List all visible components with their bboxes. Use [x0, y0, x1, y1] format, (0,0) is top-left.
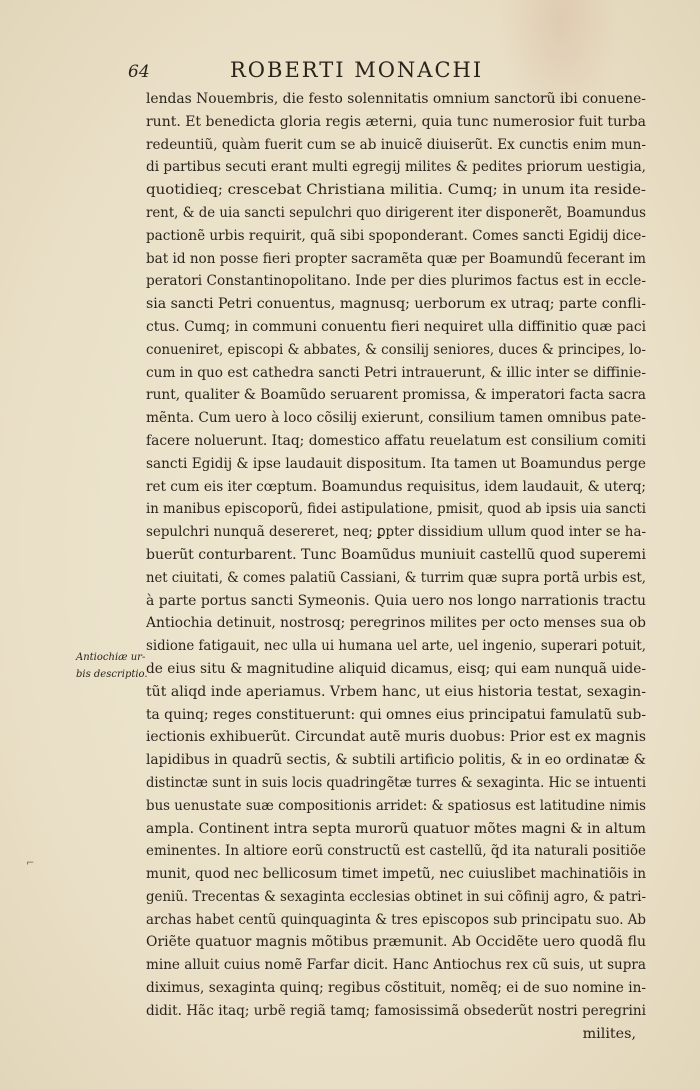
text-line: facere noluerunt. Itaq; domestico affatu reuelatum est consilium comiti: [146, 432, 646, 449]
text-line: munit, quod nec bellicosum timet impetũ, nec cuiuslibet machinatiõis in: [146, 866, 646, 883]
margin-note-line: Antiochiæ ur-: [76, 652, 146, 663]
text-line: cum in quo est cathedra sancti Petri intrauerunt, & illic inter se diffinie-: [146, 364, 646, 381]
text-line: peratori Constantinopolitano. Inde per dies plurimos factus est in eccle-: [146, 273, 646, 290]
text-line: mẽnta. Cum uero à loco cõsilij exierunt, consilium tamen omnibus pate-: [146, 410, 646, 427]
text-line: ta quinq; reges constituerunt: qui omnes eius principatui famulatũ sub-: [146, 706, 646, 723]
page-number: 64: [128, 62, 150, 82]
page-header: [128, 55, 548, 85]
text-line: rent, & de uia sancti sepulchri quo dirigerent iter disponerẽt, Boamundus: [146, 204, 646, 221]
text-line: à parte portus sancti Symeonis. Quia uero nos longo narrationis tractu: [146, 592, 646, 609]
margin-note-line: bis descriptio.: [76, 669, 148, 680]
text-line: bat id non posse fieri propter sacramẽta quæ per Boamundũ fecerant im: [146, 250, 646, 267]
text-line: sepulchri nunquã desereret, neq; ꝑpter dissidium ullum quod inter se ha-: [146, 524, 646, 541]
show-through-text: [88, 354, 128, 390]
text-line: ret cum eis iter cœptum. Boamundus requisitus, idem laudauit, & uterq;: [146, 478, 646, 495]
text-line: didit. Hãc itaq; urbẽ regiã tamq; famosissimã obsederũt nostri peregrini: [146, 1002, 646, 1019]
text-line: lendas Nouembris, die festo solennitatis omnium sanctorũ ibi conuene-: [146, 91, 646, 107]
text-line: conueniret, episcopi & abbates, & consilij seniores, duces & principes, lo-: [146, 341, 646, 358]
body-text: [146, 88, 646, 1045]
printer-mark: ⌐: [26, 858, 35, 869]
text-line: net ciuitati, & comes palatiũ Cassiani, & turrim quæ supra portã urbis est,: [146, 569, 646, 586]
text-line: geniũ. Trecentas & sexaginta ecclesias obtinet in sui cõfinij agro, & patri-: [146, 888, 646, 905]
text-line: bus uenustate suæ compositionis arridet: & spatiosus est latitudine nimis: [146, 797, 646, 814]
text-line: redeuntiũ, quàm fuerit cum se ab inuicẽ diuiserũt. Ex cunctis enim mun-: [146, 136, 646, 153]
text-line: sidione fatigauit, nec ulla ui humana uel arte, uel ingenio, superari potuit,: [146, 638, 646, 655]
text-line: ctus. Cumq; in communi conuentu fieri nequiret ulla diffinitio quæ paci: [146, 318, 646, 335]
running-head: ROBERTI MONACHI: [230, 58, 484, 82]
text-line: buerũt conturbarent. Tunc Boamũdus muniuit castellũ quod superemi: [146, 546, 646, 563]
text-line: di partibus secuti erant multi egregij milites & pedites priorum uestigia,: [146, 159, 646, 176]
text-line: in manibus episcoporũ, fidei astipulatione, pmisit, quod ab ipsis uia sancti: [146, 501, 646, 518]
text-line: de eius situ & magnitudine aliquid dicamus, eisq; qui eam nunquã uide-: [146, 660, 646, 677]
text-line: distinctæ sunt in suis locis quadringẽtæ turres & sexaginta. Hic se intuenti: [146, 774, 646, 791]
text-line: Antiochia detinuit, nostrosq; peregrinos milites per octo menses sua ob: [146, 615, 646, 632]
text-line: Oriẽte quatuor magnis mõtibus præmunit. Ab Occidẽte uero quodã flu: [146, 934, 646, 951]
text-line: sancti Egidij & ipse laudauit dispositum. Ita tamen ut Boamundus perge: [146, 455, 646, 472]
text-line: runt. Et benedicta gloria regis æterni, quia tunc numerosior fuit turba: [146, 113, 646, 130]
text-line: diximus, sexaginta quinq; regibus cõstituit, nomẽq; ei de suo nomine in-: [146, 980, 646, 997]
text-line: ampla. Continent intra septa murorũ quatuor mõtes magni & in altum: [146, 820, 646, 837]
text-line: eminentes. In altiore eorũ constructũ est castellũ, q̃d ita naturali positiõe: [146, 843, 646, 860]
text-line: iectionis exhibuerũt. Circundat autẽ muris duobus: Prior est ex magnis: [146, 729, 646, 746]
text-line: lapidibus in quadrũ sectis, & subtili artificio politis, & in eo ordinatæ &: [146, 752, 646, 769]
text-line: quotidieq; crescebat Christiana militia. Cumq; in unum ita reside-: [146, 182, 646, 199]
margin-note: [76, 649, 156, 683]
text-line: tũt aliqd inde aperiamus. Vrbem hanc, ut eius historia testat, sexagin-: [146, 683, 646, 700]
text-line: runt, qualiter & Boamũdo seruarent promissa, & imperatori facta sacra: [146, 387, 646, 404]
text-line: milites,: [582, 1025, 636, 1042]
text-line: pactionẽ urbis requirit, quã sibi spoponderant. Comes sancti Egidij dice-: [146, 227, 646, 244]
text-line: archas habet centũ quinquaginta & tres episcopos sub principatu suo. Ab: [146, 911, 646, 928]
text-line: sia sancti Petri conuentus, magnusq; uerborum ex utraq; parte confli-: [146, 296, 646, 313]
text-line: mine alluit cuius nomẽ Farfar dicit. Hanc Antiochus rex cũ suis, ut supra: [146, 957, 646, 974]
